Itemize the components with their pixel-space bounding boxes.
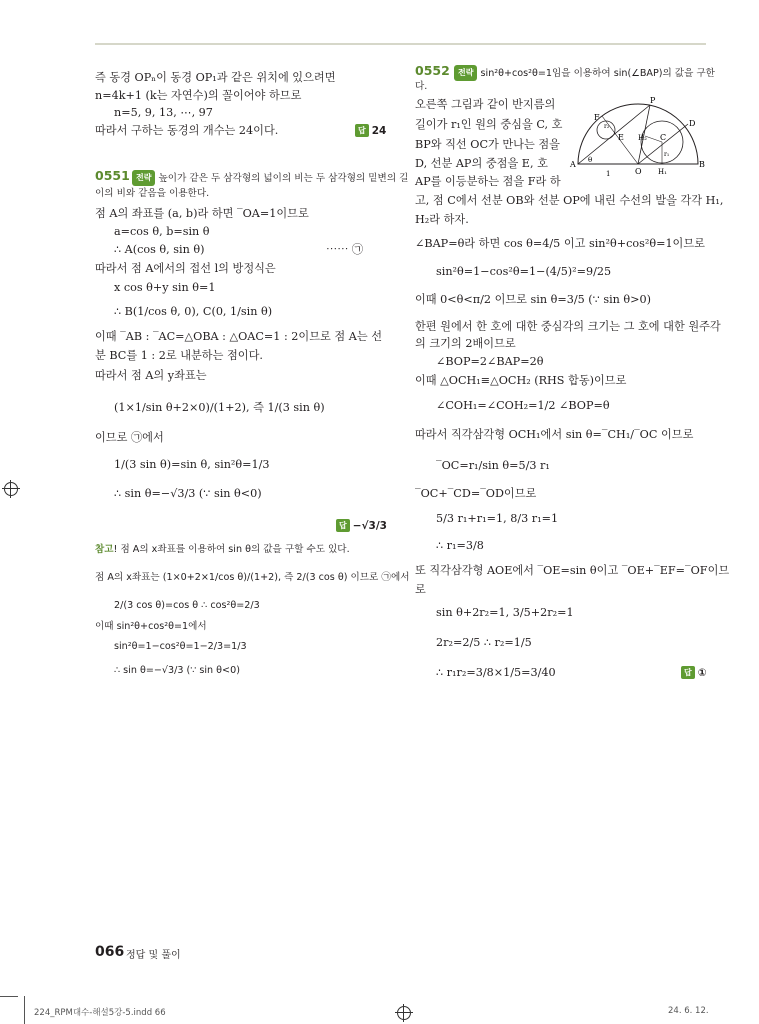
- crop-mark: [0, 996, 18, 997]
- text-line: 또 직각삼각형 AOE에서 ‾OE=sin θ이고 ‾OE+‾EF=‾OF이므: [415, 564, 730, 577]
- note-heading: 참고: [95, 544, 114, 555]
- math-line: ∴ r₁=3/8: [436, 539, 484, 552]
- note-text: 점 A의 x좌표를 이용하여 sin θ의 값을 구할 수도 있다.: [120, 544, 350, 555]
- text-line: 이때 ‾AB : ‾AC=△OBA : △OAC=1 : 2이므로 점 A는 선: [95, 330, 383, 343]
- text-line: 이때 △OCH₁≡△OCH₂ (RHS 합동)이므로: [415, 374, 627, 387]
- strategy-text: 높이가 같은 두 삼각형의 넓이의 비는 두 삼각형의 밑변의 길: [158, 173, 409, 184]
- note-line: sin²θ=1−cos²θ=1−2/3=1/3: [114, 641, 247, 652]
- text-line: 따라서 점 A의 y좌표는: [95, 369, 207, 382]
- line-od: [638, 124, 688, 164]
- math-line: 2r₂=2/5 ∴ r₂=1/5: [436, 636, 532, 649]
- text-line: 고, 점 C에서 선분 OB와 선분 OP에 내린 수선의 발을 각각 H₁,: [415, 194, 724, 207]
- answer-0550: [355, 124, 386, 137]
- answer-value: −√3/3: [352, 520, 387, 532]
- math-line: ∠BOP=2∠BAP=2θ: [436, 355, 544, 368]
- note-line: 이때 sin²θ+cos²θ=1에서: [95, 621, 207, 632]
- strategy-line: 다.: [415, 81, 428, 92]
- label-f: F: [594, 113, 600, 122]
- answer-0552: [681, 666, 707, 679]
- page-number: 066: [95, 944, 125, 960]
- text-line: 이때 0<θ<π/2 이므로 sin θ=3/5 (∵ sin θ>0): [415, 293, 652, 306]
- math-line: (1×1/sin θ+2×0)/(1+2), 즉 1/(3 sin θ): [114, 401, 325, 414]
- registration-mark: [397, 1006, 411, 1020]
- text-line: BP와 직선 OC가 만나는 점을: [415, 138, 560, 151]
- text-line: 점 A의 좌표를 (a, b)라 하면 ‾OA=1이므로: [95, 207, 309, 220]
- math-line: n=5, 9, 13, ⋯, 97: [114, 106, 213, 119]
- text-line: 따라서 직각삼각형 OCH₁에서 sin θ=‾CH₁/‾OC 이므로: [415, 428, 694, 441]
- semicircle-figure: [568, 94, 708, 180]
- print-date: 24. 6. 12.: [668, 1006, 709, 1016]
- answer-mark: 답: [355, 124, 369, 137]
- strategy-tag: 전략: [132, 170, 155, 186]
- math-line: ∴ r₁r₂=3/8×1/5=3/40: [436, 666, 556, 679]
- label-one: 1: [606, 170, 611, 178]
- note-line: 참고! 점 A의 x좌표를 이용하여 sin θ의 값을 구할 수도 있다.: [95, 544, 350, 555]
- text-line: H₂라 하자.: [415, 213, 469, 226]
- text-line: n=4k+1 (k는 자연수)의 꼴이어야 하므로: [95, 89, 302, 102]
- text-line: 로: [415, 583, 426, 596]
- label-o: O: [635, 167, 642, 176]
- answer-value: ①: [697, 667, 707, 679]
- label-e: E: [618, 133, 624, 142]
- math-line: ∠COH₁=∠COH₂=1/2 ∠BOP=θ: [436, 399, 610, 412]
- text-line: 즉 동경 OPₙ이 동경 OP₁과 같은 위치에 있으려면: [95, 71, 336, 84]
- label-r2: r₂: [604, 123, 610, 130]
- text-line: 오른쪽 그림과 같이 반지름의: [415, 98, 556, 111]
- strategy-line: 이의 비와 같음을 이용한다.: [95, 188, 210, 199]
- math-line: ∴ sin θ=−√3/3 (∵ sin θ<0): [114, 487, 262, 500]
- section-title: 정답 및 풀이: [126, 950, 181, 961]
- math-line: ‾OC=r₁/sin θ=5/3 r₁: [436, 459, 550, 472]
- text-line: 따라서 점 A에서의 접선 l의 방정식은: [95, 262, 276, 275]
- note-line: 점 A의 x좌표는 (1×0+2×1/cos θ)/(1+2), 즉 2/(3 cos θ) 이므로 ㉠에서: [95, 572, 410, 583]
- label-h2: H₂: [638, 134, 647, 142]
- header-rule: [95, 43, 706, 45]
- math-line: 5/3 r₁+r₁=1, 8/3 r₁=1: [436, 512, 559, 525]
- answer-mark: 답: [681, 666, 695, 679]
- strategy-line: [132, 170, 408, 186]
- label-p: P: [650, 96, 656, 105]
- text-line: ∠BAP=θ라 하면 cos θ=4/5 이고 sin²θ+cos²θ=1이므로: [415, 237, 705, 250]
- label-c: C: [660, 133, 667, 142]
- text-line: 한편 원에서 한 호에 대한 중심각의 크기는 그 호에 대한 원주각: [415, 320, 721, 333]
- text-line: 이므로 ㉠에서: [95, 431, 164, 444]
- answer-mark: 답: [336, 519, 350, 532]
- label-d: D: [689, 119, 696, 128]
- math-line: a=cos θ, b=sin θ: [114, 225, 210, 238]
- label-marker: ⋯⋯ ㉠: [326, 243, 364, 256]
- note-line: ∴ sin θ=−√3/3 (∵ sin θ<0): [114, 665, 240, 676]
- answer-0551: [336, 519, 387, 532]
- label-r1: r₁: [664, 151, 670, 158]
- note-line: 2/(3 cos θ)=cos θ ∴ cos²θ=2/3: [114, 600, 260, 611]
- registration-mark: [4, 482, 18, 496]
- text-line: 분 BC를 1 : 2로 내분하는 점이다.: [95, 349, 263, 362]
- math-line: sin θ+2r₂=1, 3/5+2r₂=1: [436, 606, 574, 619]
- strategy-text: sin²θ+cos²θ=1임을 이용하여 sin(∠BAP)의 값을 구한: [480, 68, 715, 79]
- strategy-line: [454, 65, 715, 81]
- problem-number: 0552: [415, 63, 450, 78]
- text-line: AP를 이등분하는 점을 F라 하: [415, 175, 561, 188]
- text-line: 의 크기의 2배이므로: [415, 337, 516, 350]
- label-a: A: [570, 160, 576, 169]
- file-slug: 224_RPM대수-해설5강-5.indd 66: [34, 1008, 166, 1018]
- label-b: B: [699, 160, 705, 169]
- math-line: sin²θ=1−cos²θ=1−(4/5)²=9/25: [436, 265, 612, 278]
- label-theta: θ: [588, 156, 593, 164]
- label-h1: H₁: [658, 168, 667, 176]
- math-line: 1/(3 sin θ)=sin θ, sin²θ=1/3: [114, 458, 270, 471]
- strategy-tag: 전략: [454, 65, 477, 81]
- math-line: x cos θ+y sin θ=1: [114, 281, 216, 294]
- text-line: 따라서 구하는 동경의 개수는 24이다.: [95, 124, 279, 137]
- text-line: 길이가 r₁인 원의 중심을 C, 호: [415, 118, 563, 131]
- math-line: ∴ A(cos θ, sin θ): [114, 243, 205, 256]
- math-line: ∴ B(1/cos θ, 0), C(0, 1/sin θ): [114, 305, 273, 318]
- answer-value: 24: [371, 125, 387, 137]
- text-line: D, 선분 AP의 중점을 E, 호: [415, 157, 548, 170]
- crop-mark: [24, 996, 25, 1024]
- text-line: ‾OC+‾CD=‾OD이므로: [415, 487, 537, 500]
- problem-number: 0551: [95, 168, 130, 183]
